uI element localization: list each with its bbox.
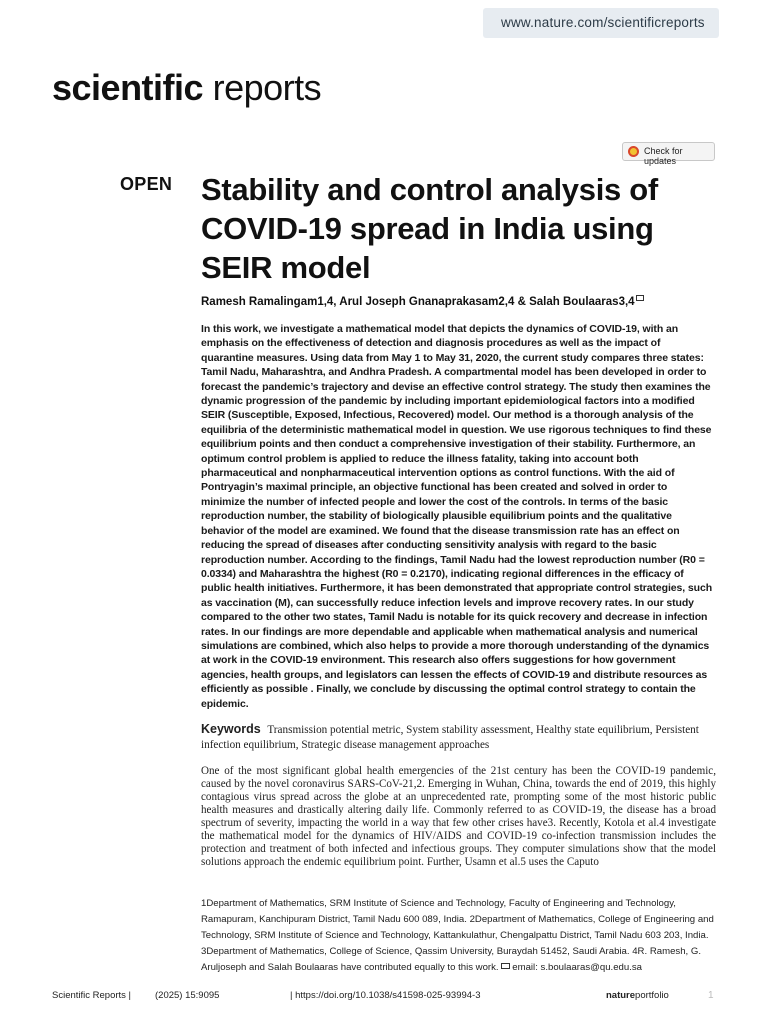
author-list	[201, 295, 721, 308]
page-footer	[52, 990, 716, 1006]
affiliations	[201, 896, 716, 976]
check-for-updates-button[interactable]	[622, 142, 715, 166]
journal-logo	[52, 68, 321, 108]
journal-url-banner[interactable]	[483, 8, 719, 38]
footer-doi[interactable]: | https://doi.org/10.1038/s41598-025-93994-3	[290, 990, 481, 1001]
envelope-icon[interactable]	[636, 295, 644, 301]
article-title: Stability and control analysis of COVID-19 spread in India using SEIR model	[201, 172, 658, 285]
journal-url[interactable]: www.nature.com/scientificreports	[501, 15, 705, 30]
crossmark-icon	[628, 146, 639, 157]
journal-logo-bold: scientific	[52, 67, 204, 108]
check-for-updates-label: Check for updates	[644, 146, 683, 166]
keywords-text: Transmission potential metric, System stability assessment, Healthy state equilibrium, Persistent infection equilibrium, Strategic disease management approaches	[201, 724, 699, 751]
affiliations-text: 1Department of Mathematics, SRM Institute of Science and Technology, Faculty of Engineering and Technology, Ramapuram, Kanchipuram District, Tamil Nadu 600 089, India. 2Department of Mathematics, College of Engineering and Technology, SRM Institute of Science and Technology, Kattankulathur, Chengalpattu District, Tamil Nadu 603 203, India. 3Department of Mathematics, College of Science, Qassim University, Buraydah 51452, Saudi Arabia. 4R. Ramesh, G. Aruljoseph and Salah Boulaaras have contributed equally to this work.	[201, 898, 714, 973]
keywords-label: Keywords	[201, 722, 261, 736]
authors-text: Ramesh Ramalingam1,4, Arul Joseph Gnanaprakasam2,4 & Salah Boulaaras3,4	[201, 296, 635, 308]
abstract: In this work, we investigate a mathematical model that depicts the dynamics of COVID-19, with an emphasis on the effectiveness of detection and diagnosis procedures as well as the impact of quarantine measures. Using data from May 1 to May 31, 2020, the current study compares three states: Tamil Nadu, Maharashtra, and Andhra Pradesh. A compartmental model has been developed in order to forecast the pandemic’s trajectory and devise an effective control strategy. The study then examines the dynamic progression of the pandemic by including important epidemiological factors into a modified SEIR (Susceptible, Exposed, Infectious, Recovered) model. Our method is a thorough analysis of the equilibria of the deterministic mathematical model in question. We use rigorous techniques to find these equilibrium points and then conduct a comprehensive investigation of their stability. Furthermore, an optimum control problem is applied to reduce the illness fatality, taking into account both pharmaceutical and nonpharmaceutical intervention options as control functions. With the aid of Pontryagin’s maximal principle, an objective functional has been created and solved in order to minimize the number of infected people and lower the cost of the controls. In terms of the basic reproduction number, the stability of biologically plausible equilibrium points and the qualitative behavior of the model are examined. We found that the disease transmission rate has an effect on reducing the spread of diseases after conducting sensitivity analysis with regard to the basic reproduction number. According to the findings, Tamil Nadu had the lowest reproduction number (R0 = 0.0334) and Maharashtra the highest (R0 = 0.2170), indicating regional differences in the efficacy of public health initiatives. Furthermore, it has been demonstrated that appropriate control strategies, such as vaccination (M), can successfully reduce infection levels and improve recovery rates. In our study compared to the other two states, Tamil Nadu is notable for its quick recovery and decrease in infection rates. In our findings are more dependable and applicable when mathematical analysis and numerical simulations are combined, which also helps to provide a more thorough understanding of the dynamics at work in the COVID-19 environment. This research also offers suggestions for how government agencies, health groups, and legislators can lessen the effects of COVID-19 and distribute resources as efficiently as possible . Finally, we conclude by discussing the optimal control strategy to contain the epidemic.	[201, 323, 713, 710]
footer-volume: (2025) 15:9095	[155, 990, 220, 1001]
body-paragraph: One of the most significant global health emergencies of the 21st century has been the COVID-19 pandemic, caused by the novel coronavirus SARS-CoV-21,2. Emerging in Wuhan, China, towards the end of 2019, this highly contagious virus spread across the globe at an unprecedented rate, prompting some of the most historic public health measures and drastically altering daily life. Commonly referred to as COVID-19, the disease has a broad spectrum of severity, impacting the world in a way that few other crises have3. Recently, Kotola et al.4 investigate the mathematical model for the dynamics of HIV/AIDS and COVID-19 co-infection transmission includes the protection and treatment of both infected and infectious groups. They computer simulations show that the model solutions approach the endemic equilibrium point. Further, Usamn et al.5 uses the Caputo	[201, 765, 716, 868]
open-access-label: OPEN	[120, 174, 173, 194]
corresponding-email[interactable]: email: s.boulaaras@qu.edu.sa	[512, 962, 643, 973]
publisher-logo-light: portfolio	[635, 990, 669, 1001]
footer-journal: Scientific Reports |	[52, 990, 132, 1001]
page-number: 1	[708, 990, 714, 1001]
journal-logo-light: reports	[212, 67, 322, 108]
publisher-logo	[606, 990, 669, 1001]
publisher-logo-bold: nature	[606, 990, 636, 1001]
email-envelope-icon	[501, 963, 510, 969]
keywords-block	[201, 722, 716, 753]
